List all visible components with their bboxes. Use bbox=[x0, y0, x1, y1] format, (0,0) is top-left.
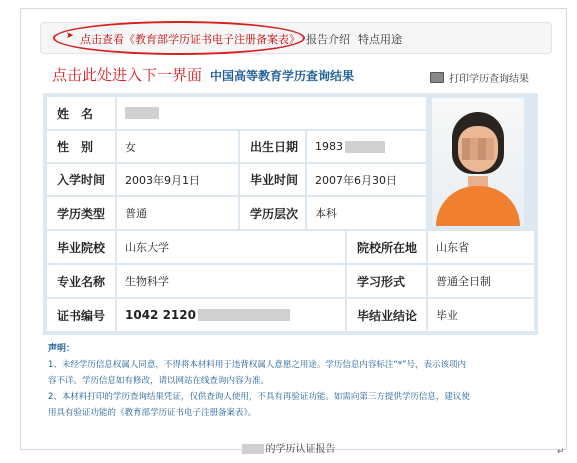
form-label: 学习形式 bbox=[347, 265, 426, 297]
student-photo bbox=[432, 98, 524, 226]
line-break-mark: ↵ bbox=[557, 447, 565, 457]
footer-caption: 的学历认证报告 bbox=[0, 440, 577, 455]
name-value bbox=[117, 97, 426, 129]
grad-label: 毕业时间 bbox=[240, 164, 305, 195]
gender-label: 性 别 bbox=[47, 131, 115, 162]
form-value: 普通全日制 bbox=[428, 265, 534, 297]
enroll-value: 2003年9月1日 bbox=[117, 164, 238, 195]
location-value: 山东省 bbox=[428, 231, 534, 263]
birth-value: 1983 bbox=[307, 131, 426, 162]
print-button[interactable] bbox=[430, 70, 529, 85]
school-value: 山东大学 bbox=[117, 231, 345, 263]
registration-form-link[interactable]: 点击查看《教育部学历证书电子注册备案表》 bbox=[80, 33, 300, 46]
conclusion-label: 毕结业结论 bbox=[347, 299, 426, 331]
print-label: 打印学历查询结果 bbox=[449, 74, 529, 85]
type-value: 普通 bbox=[117, 197, 238, 229]
grad-value: 2007年6月30日 bbox=[307, 164, 426, 195]
next-page-hint: 点击此处进入下一界面 bbox=[52, 66, 203, 84]
name-label: 姓 名 bbox=[47, 97, 115, 129]
declaration-line-1: 1、未经学历信息权属人同意，不得将本材料用于违背权属人意愿之用途。学历信息内容标注“*”号，表示该项内 bbox=[48, 360, 466, 370]
birth-redaction bbox=[345, 141, 385, 153]
cert-value: 1042 2120 bbox=[117, 299, 345, 331]
report-intro-link[interactable]: 报告介绍 bbox=[306, 33, 350, 46]
result-title: 中国高等教育学历查询结果 bbox=[210, 69, 355, 83]
cert-label: 证书编号 bbox=[47, 299, 115, 331]
birth-label: 出生日期 bbox=[240, 131, 305, 162]
face-redaction bbox=[462, 138, 494, 160]
location-label: 院校所在地 bbox=[347, 231, 426, 263]
type-label: 学历类型 bbox=[47, 197, 115, 229]
school-label: 毕业院校 bbox=[47, 231, 115, 263]
level-value: 本科 bbox=[307, 197, 426, 229]
printer-icon bbox=[430, 72, 444, 83]
declaration-notes bbox=[48, 341, 538, 421]
declaration-line-4: 用具有验证功能的《教育部学历证书电子注册备案表》。 bbox=[48, 408, 257, 418]
major-label: 专业名称 bbox=[47, 265, 115, 297]
cert-redaction bbox=[198, 309, 290, 321]
declaration-line-3: 2、本材料打印的学历查询结果凭证，仅供查询人使用，不具有再验证功能。如需向第三方提供学历信息，建议使 bbox=[48, 392, 470, 402]
gender-value: 女 bbox=[117, 131, 238, 162]
declaration-heading: 声明： bbox=[48, 344, 76, 354]
declaration-line-2: 容不详。学历信息如有修改，请以网站在线查询内容为准。 bbox=[48, 376, 270, 386]
features-link[interactable]: 特点用途 bbox=[358, 33, 402, 46]
footer-redaction bbox=[242, 444, 264, 454]
major-value: 生物科学 bbox=[117, 265, 345, 297]
enroll-label: 入学时间 bbox=[47, 164, 115, 195]
arrow-icon: ➤ bbox=[66, 31, 74, 41]
conclusion-value: 毕业 bbox=[428, 299, 534, 331]
name-redaction bbox=[125, 107, 159, 119]
level-label: 学历层次 bbox=[240, 197, 305, 229]
